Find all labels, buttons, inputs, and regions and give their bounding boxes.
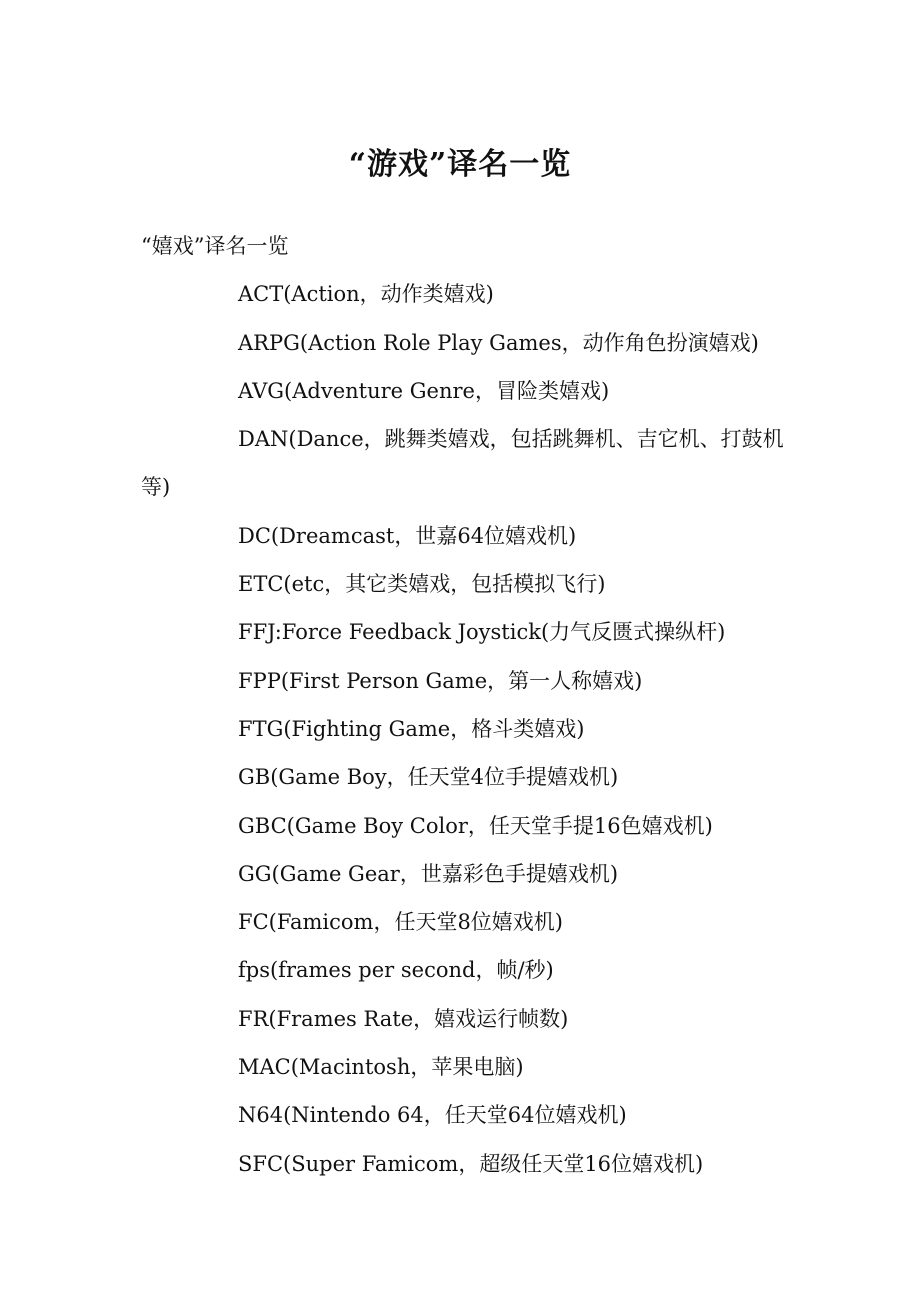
entry-ffj: FFJ:Force Feedback Joystick(力气反匮式操纵杆) (238, 620, 726, 645)
document-body (141, 222, 791, 1188)
entry-dan: DAN(Dance，跳舞类嬉戏，包括跳舞机、吉它机、打鼓机等) (141, 427, 784, 500)
entry-arpg: ARPG(Action Role Play Games，动作角色扮演嬉戏) (238, 330, 759, 355)
entry-fpp: FPP(First Person Game，第一人称嬉戏) (238, 668, 643, 693)
entry-n64: N64(Nintendo 64，任天堂64位嬉戏机) (238, 1103, 627, 1128)
entry-act: ACT(Action，动作类嬉戏) (238, 282, 494, 307)
entry-gb: GB(Game Boy，任天堂4位手提嬉戏机) (238, 765, 619, 790)
document-subtitle: “嬉戏”译名一览 (141, 234, 289, 258)
entry-mac: MAC(Macintosh，苹果电脑) (238, 1055, 524, 1080)
entry-sfc: SFC(Super Famicom，超级任天堂16位嬉戏机) (238, 1151, 704, 1176)
entry-fps: fps(frames per second，帧/秒) (238, 958, 554, 983)
entry-gbc: GBC(Game Boy Color，任天堂手提16色嬉戏机) (238, 813, 713, 838)
entry-ftg: FTG(Fighting Game，格斗类嬉戏) (238, 716, 585, 741)
entry-etc: ETC(etc，其它类嬉戏，包括模拟飞行) (238, 572, 606, 597)
entry-fr: FR(Frames Rate，嬉戏运行帧数) (238, 1006, 569, 1031)
entry-dc: DC(Dreamcast，世嘉64位嬉戏机) (238, 523, 577, 548)
entry-gg: GG(Game Gear，世嘉彩色手提嬉戏机) (238, 861, 619, 886)
document-title: “游戏”译名一览 (348, 147, 572, 182)
entry-fc: FC(Famicom，任天堂8位嬉戏机) (238, 910, 563, 935)
entry-avg: AVG(Adventure Genre，冒险类嬉戏) (238, 378, 610, 403)
